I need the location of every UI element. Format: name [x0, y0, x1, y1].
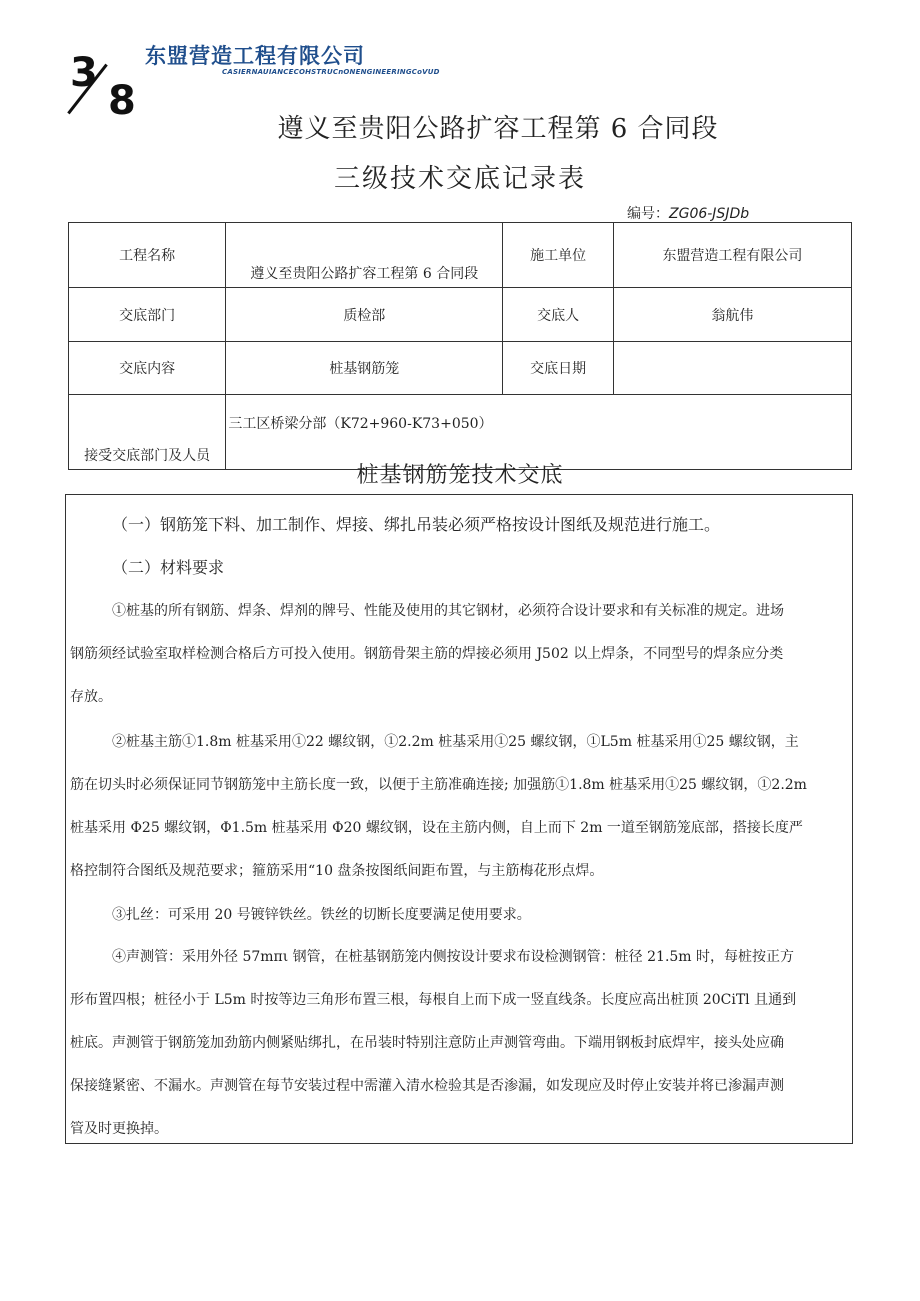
project-name-label: 工程名称 — [69, 223, 226, 288]
construction-unit-value: 东盟营造工程有限公司 — [613, 223, 851, 288]
paragraph-line: ④声测管：采用外径 57mπι 钢管，在桩基钢筋笼内侧按设计要求布设检测钢管：桩径 21.5m 时，每桩按正方 — [112, 949, 795, 965]
receivers-label: 接受交底部门及人员 — [69, 395, 226, 470]
paragraph-material-heading: （二）材料要求 — [112, 558, 225, 577]
paragraph-line: 存放。 — [70, 689, 112, 705]
document-code — [627, 203, 749, 223]
table-row — [69, 288, 852, 342]
date-value — [613, 342, 851, 395]
paragraph-line: 格控制符合图纸及规范要求；箍筋采用“10 盘条按图纸间距布置，与主筋梅花形点焊。 — [70, 863, 604, 879]
construction-unit-label: 施工单位 — [503, 223, 614, 288]
paragraph-general: （一）钢筋笼下料、加工制作、焊接、绑扎吊装必须严格按设计图纸及规范进行施工。 — [112, 515, 721, 534]
paragraph-line: ③扎丝：可采用 20 号镀锌铁丝。铁丝的切断长度要满足使用要求。 — [112, 907, 531, 923]
document-subtitle: 三级技术交底记录表 — [333, 164, 586, 194]
info-table — [68, 222, 852, 470]
code-value: ZG06-JSJDb — [669, 206, 750, 222]
content-label: 交底内容 — [69, 342, 226, 395]
company-name-cn: 东盟营造工程有限公司 — [145, 44, 365, 68]
disclosure-body — [65, 494, 853, 1144]
table-row — [69, 342, 852, 395]
paragraph-line: 桩基采用 Φ25 螺纹钢，Φ1.5m 桩基采用 Φ20 螺纹钢，设在主筋内侧，自上而下 2m 一道至钢筋笼底部，搭接长度严 — [70, 820, 803, 836]
paragraph-line: ②桩基主筋①1.8m 桩基采用①22 螺纹钢，①2.2m 桩基采用①25 螺纹钢，①L5m 桩基采用①25 螺纹钢，主 — [112, 734, 799, 750]
department-label: 交底部门 — [69, 288, 226, 342]
logo-digit-top: 3 — [70, 50, 98, 96]
code-label: 编号： — [627, 206, 669, 222]
table-row — [69, 223, 852, 288]
section-title: 桩基钢筋笼技术交底 — [356, 463, 564, 488]
document-title: 遵义至贵阳公路扩容工程第 6 合同段 — [277, 114, 719, 144]
paragraph-line: 筋在切头时必须保证同节钢筋笼中主筋长度一致，以便于主筋准确连接; 加强筋①1.8m 桩基采用①25 螺纹钢，①2.2m — [70, 777, 807, 793]
department-value: 质检部 — [226, 288, 503, 342]
paragraph-line: ①桩基的所有钢筋、焊条、焊剂的牌号、性能及使用的其它钢材，必须符合设计要求和有关标准的规定。进场 — [112, 603, 784, 619]
person-value: 翁航伟 — [613, 288, 851, 342]
logo-digit-bottom: 8 — [108, 78, 136, 124]
receivers-value: 三工区桥梁分部（K72+960-K73+050） — [226, 395, 852, 470]
date-label: 交底日期 — [503, 342, 614, 395]
paragraph-line: 保接缝紧密、不漏水。声测管在每节安装过程中需灌入清水检验其是否渗漏，如发现应及时停止安装并将已渗漏声测 — [70, 1078, 784, 1094]
paragraph-line: 桩底。声测管于钢筋笼加劲筋内侧紧贴绑扎，在吊装时特别注意防止声测管弯曲。下端用钢板封底焊牢，接头处应确 — [70, 1035, 784, 1051]
person-label: 交底人 — [503, 288, 614, 342]
content-value: 桩基钢筋笼 — [226, 342, 503, 395]
project-name-value: 遵义至贵阳公路扩容工程第 6 合同段 — [226, 223, 503, 288]
paragraph-line: 钢筋须经试验室取样检测合格后方可投入使用。钢筋骨架主筋的焊接必须用 J502 以上焊条，不同型号的焊条应分类 — [70, 646, 784, 662]
company-name-en: CASIERNAUIANCECOHSTRUCnONENGINEERINGCoVUD — [222, 68, 440, 76]
paragraph-line: 形布置四根；桩径小于 L5m 时按等边三角形布置三根，每根自上而下成一竖直线条。长度应高出桩顶 20CiTl 且通到 — [70, 992, 797, 1008]
paragraph-line: 管及时更换掉。 — [70, 1121, 168, 1137]
